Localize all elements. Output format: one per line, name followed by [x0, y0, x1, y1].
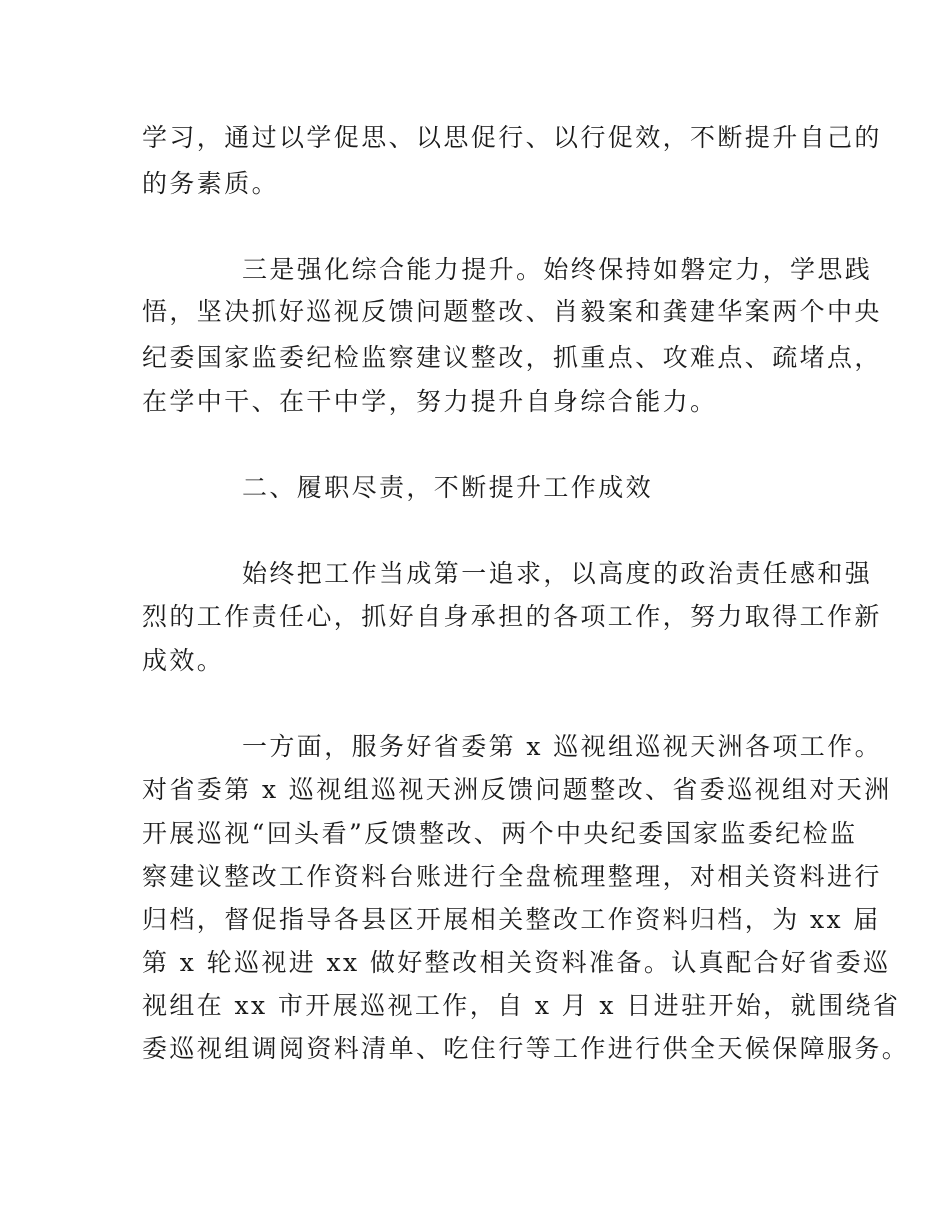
- paragraph-2-line-4: 在学中干、在干中学，努力提升自身综合能力。: [142, 387, 718, 416]
- section-heading-2: 二、履职尽责，不断提升工作成效: [242, 473, 654, 502]
- paragraph-1-line-2: 的务素质。: [142, 169, 280, 198]
- paragraph-4-line-6: 第 x 轮巡视进 xx 做好整改相关资料准备。认真配合好省委巡: [142, 948, 891, 977]
- paragraph-2-line-1: 三是强化综合能力提升。始终保持如磐定力，学思践: [242, 255, 873, 284]
- paragraph-2-line-3: 纪委国家监委纪检监察建议整改，抓重点、攻难点、疏堵点，: [142, 343, 882, 372]
- paragraph-1-line-1: 学习，通过以学促思、以思促行、以行促效，不断提升自己的: [142, 123, 882, 152]
- paragraph-4-line-7: 视组在 xx 市开展巡视工作，自 x 月 x 日进驻开始，就围绕省: [142, 991, 901, 1020]
- paragraph-4-line-1: 一方面，服务好省委第 x 巡视组巡视天洲各项工作。: [242, 732, 882, 761]
- paragraph-4-line-8: 委巡视组调阅资料清单、吃住行等工作进行供全天候保障服务。: [142, 1034, 910, 1063]
- paragraph-3-line-1: 始终把工作当成第一追求，以高度的政治责任感和强: [242, 559, 873, 588]
- paragraph-4-line-5: 归档，督促指导各县区开展相关整改工作资料归档，为 xx 届: [142, 905, 881, 934]
- paragraph-3-line-3: 成效。: [142, 646, 225, 675]
- paragraph-2-line-2: 悟，坚决抓好巡视反馈问题整改、肖毅案和龚建华案两个中央: [142, 297, 882, 326]
- paragraph-4-line-3: 开展巡视“回头看”反馈整改、两个中央纪委国家监委纪检监: [142, 819, 858, 848]
- paragraph-4-line-2: 对省委第 x 巡视组巡视天洲反馈问题整改、省委巡视组对天洲: [142, 775, 892, 804]
- paragraph-3-line-2: 烈的工作责任心，抓好自身承担的各项工作，努力取得工作新: [142, 602, 882, 631]
- paragraph-4-line-4: 察建议整改工作资料台账进行全盘梳理整理，对相关资料进行: [142, 862, 882, 891]
